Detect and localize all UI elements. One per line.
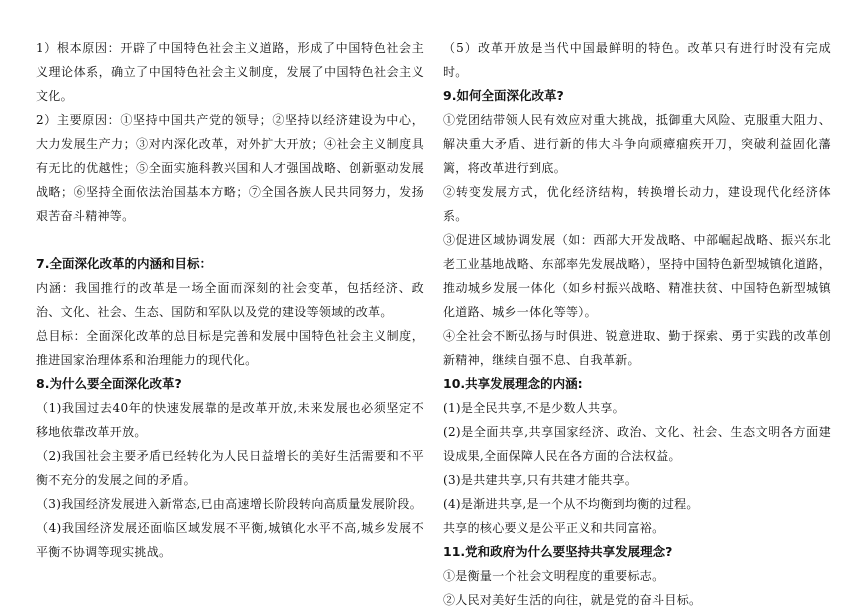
sharing-core: 共享的核心要义是公平正义和共同富裕。 bbox=[443, 521, 665, 535]
sharing-3: (3)是共建共享,只有共建才能共享。 bbox=[443, 473, 638, 487]
paragraph-overall-goal: 总目标：全面深化改革的总目标是完善和发展中国特色社会主义制度，推进国家治理体系和治理能力的现代化。 bbox=[36, 329, 424, 367]
reason-2: （2)我国社会主要矛盾已经转化为人民日益增长的美好生活需要和不平衡不充分的发展之间的矛盾。 bbox=[36, 449, 424, 487]
method-2: ②转变发展方式，优化经济结构，转换增长动力，建设现代化经济体系。 bbox=[443, 185, 831, 223]
reason-1: （1)我国过去40年的快速发展靠的是改革开放,未来发展也必须坚定不移地依靠改革开放。 bbox=[36, 401, 424, 439]
sharing-1: (1)是全民共享,不是少数人共享。 bbox=[443, 401, 625, 415]
heading-10: 10.共享发展理念的内涵: bbox=[443, 376, 583, 391]
why-sharing-1: ①是衡量一个社会文明程度的重要标志。 bbox=[443, 569, 665, 583]
heading-8: 8.为什么要全面深化改革? bbox=[36, 376, 182, 391]
left-column bbox=[36, 36, 424, 564]
method-3: ③促进区域协调发展（如：西部大开发战略、中部崛起战略、振兴东北老工业基地战略、东部率先发展战略），坚持中国特色新型城镇化道路，推动城乡发展一体化（如乡村振兴战略、精准扶贫、中国特色新型城镇化道路、城乡一体化等等）。 bbox=[443, 233, 831, 319]
reason-3: （3)我国经济发展进入新常态,已由高速增长阶段转向高质量发展阶段。 bbox=[36, 497, 423, 511]
reason-5: （5）改革开放是当代中国最鲜明的特色。改革只有进行时没有完成时。 bbox=[443, 41, 831, 79]
right-column bbox=[443, 36, 831, 612]
method-4: ④全社会不断弘扬与时俱进、锐意进取、勤于探索、勇于实践的改革创新精神，继续自强不息、自我革新。 bbox=[443, 329, 831, 367]
method-1: ①党团结带领人民有效应对重大挑战，抵御重大风险、克服重大阻力、解决重大矛盾、进行新的伟大斗争向顽瘴痼疾开刀，突破利益固化藩篱，将改革进行到底。 bbox=[443, 113, 831, 175]
heading-7: 7.全面深化改革的内涵和目标： bbox=[36, 256, 212, 271]
why-sharing-2: ②人民对美好生活的向往，就是党的奋斗目标。 bbox=[443, 593, 702, 607]
heading-9: 9.如何全面深化改革? bbox=[443, 88, 564, 103]
reason-4: （4)我国经济发展还面临区域发展不平衡,城镇化水平不高,城乡发展不平衡不协调等现实挑战。 bbox=[36, 521, 424, 559]
heading-11: 11.党和政府为什么要坚持共享发展理念? bbox=[443, 544, 673, 559]
spacer bbox=[36, 228, 424, 252]
paragraph-main-causes: 2）主要原因：①坚持中国共产党的领导；②坚持以经济建设为中心，大力发展生产力；③对内深化改革，对外扩大开放；④社会主义制度具有无比的优越性；⑤全面实施科教兴国和人才强国战略、创新驱动发展战略；⑥坚持全面依法治国基本方略；⑦全国各族人民共同努力，发扬艰苦奋斗精神等。 bbox=[36, 113, 424, 223]
paragraph-root-cause: 1）根本原因：开辟了中国特色社会主义道路，形成了中国特色社会主义理论体系，确立了中国特色社会主义制度，发展了中国特色社会主义文化。 bbox=[36, 41, 424, 103]
sharing-4: (4)是渐进共享,是一个从不均衡到均衡的过程。 bbox=[443, 497, 699, 511]
sharing-2: (2)是全面共享,共享国家经济、政治、文化、社会、生态文明各方面建设成果,全面保障人民在各方面的合法权益。 bbox=[443, 425, 831, 463]
paragraph-connotation: 内涵：我国推行的改革是一场全面而深刻的社会变革，包括经济、政治、文化、社会、生态、国防和军队以及党的建设等领域的改革。 bbox=[36, 281, 424, 319]
